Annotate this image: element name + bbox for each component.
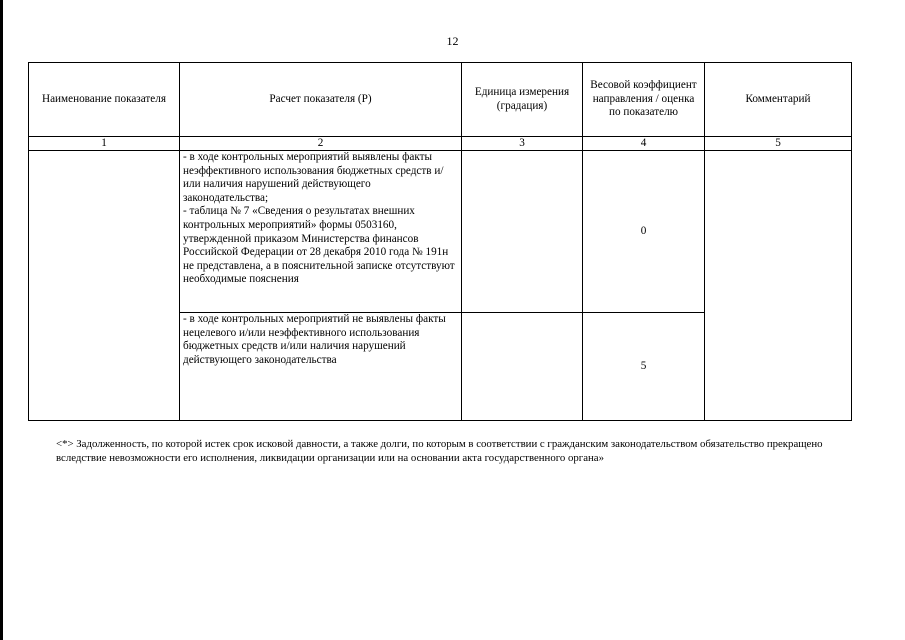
weight-value: 5 — [583, 313, 705, 421]
header-indicator-name: Наименование показателя — [29, 63, 180, 137]
header-weight: Весовой коэффициент направления / оценка по показателю — [583, 63, 705, 137]
column-number: 2 — [180, 137, 462, 151]
table-row — [29, 151, 852, 313]
column-number: 1 — [29, 137, 180, 151]
scan-edge-line — [0, 0, 3, 640]
header-row — [29, 63, 852, 137]
weight-value: 0 — [583, 151, 705, 313]
column-number: 3 — [462, 137, 583, 151]
calculation-cell: - в ходе контрольных мероприятий выявлены факты неэффективного использования бюджетных средств и/или наличия нарушений действующего законодательства; - таблица № 7 «Сведения о результатах внешних контрольных мероприятий» формы 0503160, утвержденной приказом Министерства финансов Российской Федерации от 28 декабря 2010 года № 191н не представлена, а в пояснительной записке отсутствуют необходимые пояснения — [180, 151, 462, 313]
indicators-table — [28, 62, 852, 421]
indicator-name-cell — [29, 151, 180, 421]
header-unit: Единица измерения (градация) — [462, 63, 583, 137]
column-number-row — [29, 137, 852, 151]
unit-cell — [462, 313, 583, 421]
page-number: 12 — [446, 34, 459, 48]
column-number: 4 — [583, 137, 705, 151]
header-comment: Комментарий — [705, 63, 852, 137]
column-number: 5 — [705, 137, 852, 151]
unit-cell — [462, 151, 583, 313]
footnote: <*> Задолженность, по которой истек срок исковой давности, а также долги, по которым в соответствии с гражданским законодательством обязательство прекращено вследствие невозможности его исполнения, ликвидации организации или на основании акта государственного органа» — [56, 438, 823, 464]
comment-cell — [705, 151, 852, 421]
calculation-cell: - в ходе контрольных мероприятий не выявлены факты нецелевого и/или неэффективного использования бюджетных средств и/или наличия нарушений действующего законодательства — [180, 313, 462, 421]
header-calculation: Расчет показателя (Р) — [180, 63, 462, 137]
